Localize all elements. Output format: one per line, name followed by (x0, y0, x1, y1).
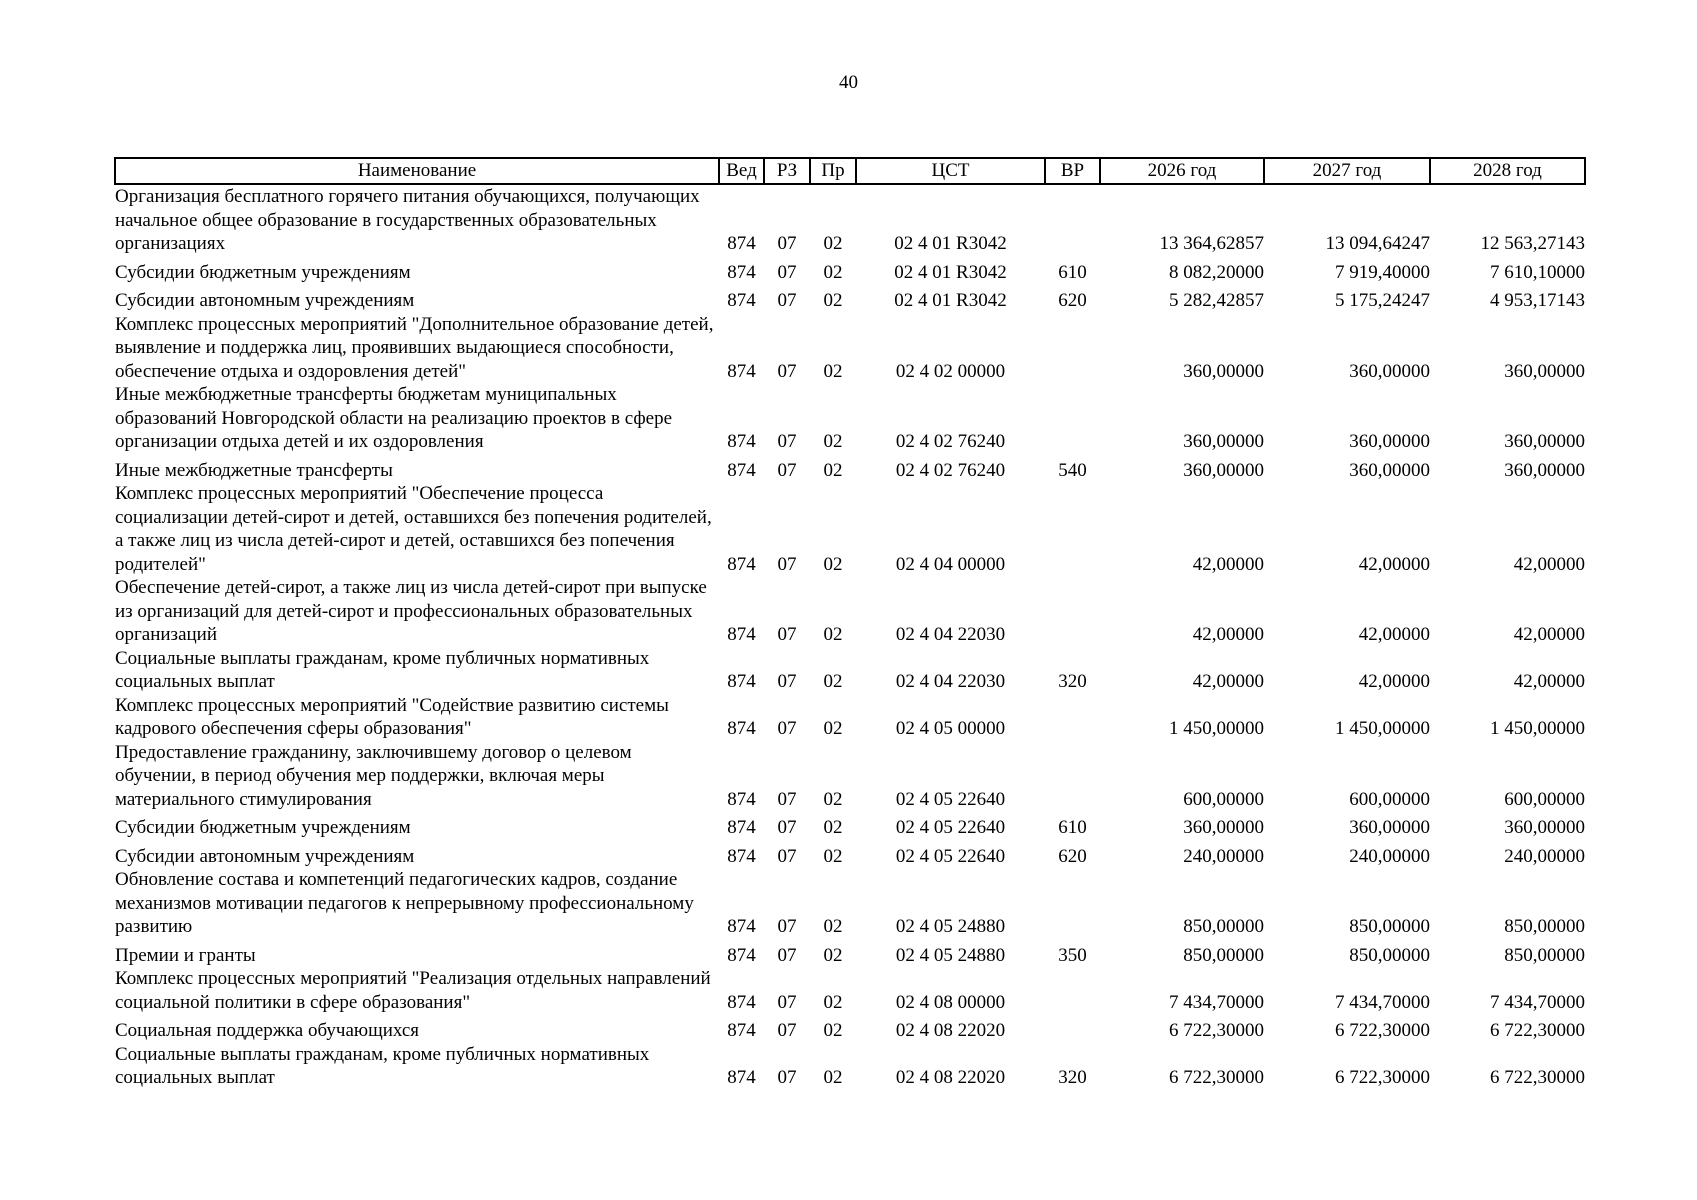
row-cst: 02 4 02 76240 (895, 459, 1006, 481)
row-2028: 4 953,17143 (1490, 290, 1585, 311)
row-2026: 850,00000 (1183, 944, 1264, 966)
row-2026: 6 722,30000 (1169, 1067, 1264, 1088)
row-2027: 42,00000 (1358, 553, 1430, 575)
table-row (115, 939, 1585, 968)
row-ved: 874 (727, 290, 756, 311)
row-rz: 07 (777, 360, 797, 382)
table-row (115, 967, 1585, 1014)
row-ved: 874 (727, 916, 756, 937)
row-2028: 12 563,27143 (1480, 233, 1585, 254)
row-2027: 13 094,64247 (1325, 233, 1430, 254)
row-ved: 874 (727, 671, 756, 692)
row-pr: 02 (823, 553, 843, 575)
row-vr: 320 (1058, 1067, 1087, 1088)
row-2026: 360,00000 (1183, 431, 1264, 452)
row-ved: 874 (727, 261, 756, 283)
row-rz: 07 (777, 261, 797, 283)
row-ved: 874 (727, 624, 756, 645)
row-2027: 850,00000 (1349, 944, 1430, 966)
row-2028: 240,00000 (1504, 845, 1585, 867)
row-name: Социальные выплаты гражданам, кроме публичных нормативных социальных выплат (115, 1043, 650, 1088)
row-2026: 850,00000 (1183, 916, 1264, 937)
header-2026: 2026 год (1100, 158, 1264, 184)
row-2027: 42,00000 (1358, 671, 1430, 692)
row-rz: 07 (777, 553, 797, 575)
row-vr (1045, 576, 1100, 647)
row-2028: 360,00000 (1504, 360, 1585, 382)
row-2027: 7 919,40000 (1335, 261, 1430, 283)
row-pr: 02 (823, 991, 843, 1013)
row-2028: 6 722,30000 (1490, 1020, 1585, 1041)
table-row (115, 1043, 1585, 1090)
row-rz: 07 (777, 1067, 797, 1088)
row-rz: 07 (777, 718, 797, 739)
row-name: Иные межбюджетные трансферты (115, 459, 393, 481)
row-cst: 02 4 05 24880 (895, 916, 1006, 937)
row-ved: 874 (727, 718, 756, 739)
row-vr: 320 (1058, 671, 1087, 692)
row-rz: 07 (777, 624, 797, 645)
row-pr: 02 (823, 916, 843, 937)
row-2028: 850,00000 (1504, 944, 1585, 966)
row-ved: 874 (727, 944, 756, 966)
budget-table (114, 157, 1586, 1090)
row-name: Иные межбюджетные трансферты бюджетам муниципальных образований Новгородской области на реализацию проектов в сфере организации отдыха детей и их оздоровления (115, 384, 673, 452)
row-2026: 1 450,00000 (1169, 718, 1264, 739)
row-name: Субсидии бюджетным учреждениям (115, 817, 411, 838)
row-2028: 42,00000 (1513, 553, 1585, 575)
row-ved: 874 (727, 1067, 756, 1088)
row-2027: 42,00000 (1358, 624, 1430, 645)
row-2027: 600,00000 (1349, 788, 1430, 810)
header-2028: 2028 год (1430, 158, 1585, 184)
row-pr: 02 (823, 290, 843, 311)
row-pr: 02 (823, 459, 843, 481)
row-cst: 02 4 08 00000 (895, 991, 1006, 1013)
row-2027: 7 434,70000 (1335, 991, 1430, 1013)
row-cst: 02 4 01 R3042 (894, 290, 1007, 311)
row-rz: 07 (777, 916, 797, 937)
row-rz: 07 (777, 290, 797, 311)
row-2028: 850,00000 (1504, 916, 1585, 937)
row-vr: 620 (1058, 845, 1087, 867)
table-row (115, 383, 1585, 454)
row-pr: 02 (823, 431, 843, 452)
table-row (115, 811, 1585, 840)
header-vr: ВР (1045, 158, 1100, 184)
row-name: Комплекс процессных мероприятий "Дополнительное образование детей, выявление и поддержка лиц, проявивших выдающиеся способности, обеспечение отдыха и оздоровления детей" (115, 313, 714, 382)
header-rz: РЗ (764, 158, 810, 184)
table-row (115, 313, 1585, 384)
row-ved: 874 (727, 431, 756, 452)
row-2026: 600,00000 (1183, 788, 1264, 810)
row-ved: 874 (727, 553, 756, 575)
table-row (115, 284, 1585, 313)
row-2028: 360,00000 (1504, 459, 1585, 481)
row-cst: 02 4 08 22020 (895, 1020, 1006, 1041)
page-number: 40 (839, 72, 858, 93)
row-cst: 02 4 01 R3042 (894, 233, 1007, 254)
row-2028: 7 610,10000 (1490, 261, 1585, 283)
row-cst: 02 4 04 22030 (895, 624, 1006, 645)
row-2028: 6 722,30000 (1490, 1067, 1585, 1088)
row-2028: 360,00000 (1504, 817, 1585, 838)
row-ved: 874 (727, 817, 756, 838)
row-cst: 02 4 01 R3042 (894, 261, 1007, 283)
row-cst: 02 4 05 22640 (895, 788, 1006, 810)
row-2026: 13 364,62857 (1159, 233, 1264, 254)
row-vr (1045, 868, 1100, 939)
row-pr: 02 (823, 845, 843, 867)
row-pr: 02 (823, 233, 843, 254)
header-cst: ЦСТ (856, 158, 1045, 184)
table-body (115, 184, 1585, 1090)
row-2027: 360,00000 (1349, 459, 1430, 481)
row-cst: 02 4 04 00000 (895, 553, 1006, 575)
table-row (115, 840, 1585, 869)
row-rz: 07 (777, 944, 797, 966)
row-2028: 7 434,70000 (1490, 991, 1585, 1013)
table-row (115, 647, 1585, 694)
row-2027: 240,00000 (1349, 845, 1430, 867)
row-2026: 42,00000 (1192, 671, 1264, 692)
table-row (115, 694, 1585, 741)
row-pr: 02 (823, 671, 843, 692)
row-vr (1045, 694, 1100, 741)
row-vr (1045, 313, 1100, 384)
row-2026: 42,00000 (1192, 553, 1264, 575)
row-2028: 600,00000 (1504, 788, 1585, 810)
row-vr: 610 (1058, 817, 1087, 838)
row-vr: 540 (1058, 459, 1087, 481)
row-name: Комплекс процессных мероприятий "Реализация отдельных направлений социальной политики в сфере образования" (115, 968, 711, 1013)
row-rz: 07 (777, 991, 797, 1013)
row-name: Социальные выплаты гражданам, кроме публичных нормативных социальных выплат (115, 647, 650, 692)
row-name: Предоставление гражданину, заключившему договор о целевом обучении, в период обучения мер поддержки, включая меры материального стимулирования (115, 741, 632, 810)
row-ved: 874 (727, 1020, 756, 1041)
row-name: Субсидии бюджетным учреждениям (115, 261, 411, 283)
row-2026: 360,00000 (1183, 459, 1264, 481)
row-2026: 240,00000 (1183, 845, 1264, 867)
header-name: Наименование (115, 158, 719, 184)
row-pr: 02 (823, 261, 843, 283)
row-ved: 874 (727, 991, 756, 1013)
row-2028: 42,00000 (1513, 624, 1585, 645)
row-name: Премии и гранты (115, 944, 256, 966)
row-cst: 02 4 05 22640 (895, 817, 1006, 838)
row-cst: 02 4 08 22020 (895, 1067, 1006, 1088)
row-pr: 02 (823, 360, 843, 382)
table-row (115, 454, 1585, 483)
table-row (115, 576, 1585, 647)
row-rz: 07 (777, 671, 797, 692)
header-ved: Вед (719, 158, 764, 184)
table-row (115, 482, 1585, 576)
row-2026: 360,00000 (1183, 360, 1264, 382)
row-cst: 02 4 05 22640 (895, 845, 1006, 867)
row-ved: 874 (727, 845, 756, 867)
row-cst: 02 4 04 22030 (895, 671, 1006, 692)
row-vr: 610 (1058, 261, 1087, 283)
row-vr (1045, 482, 1100, 576)
table-row (115, 868, 1585, 939)
row-2027: 1 450,00000 (1335, 718, 1430, 739)
table-row (115, 741, 1585, 812)
row-vr (1045, 741, 1100, 812)
row-vr: 620 (1058, 290, 1087, 311)
row-name: Обеспечение детей-сирот, а также лиц из числа детей-сирот при выпуске из организаций для детей-сирот и профессиональных образовательных организаций (115, 577, 707, 645)
row-rz: 07 (777, 817, 797, 838)
header-row (115, 158, 1585, 184)
row-name: Комплекс процессных мероприятий "Содействие развитию системы кадрового обеспечения сферы образования" (115, 694, 669, 739)
row-pr: 02 (823, 1067, 843, 1088)
row-ved: 874 (727, 360, 756, 382)
table-row (115, 184, 1585, 256)
row-name: Субсидии автономным учреждениям (115, 845, 415, 867)
row-cst: 02 4 02 76240 (895, 431, 1006, 452)
row-name: Обновление состава и компетенций педагогических кадров, создание механизмов мотивации педагогов к непрерывному профессиональному развитию (115, 869, 694, 937)
table-row (115, 256, 1585, 285)
row-rz: 07 (777, 459, 797, 481)
row-pr: 02 (823, 817, 843, 838)
row-2027: 360,00000 (1349, 360, 1430, 382)
row-pr: 02 (823, 1020, 843, 1041)
row-2026: 8 082,20000 (1169, 261, 1264, 283)
row-2027: 6 722,30000 (1335, 1067, 1430, 1088)
row-cst: 02 4 05 00000 (895, 718, 1006, 739)
row-2026: 5 282,42857 (1169, 290, 1264, 311)
row-name: Социальная поддержка обучающихся (115, 1020, 420, 1041)
row-2026: 7 434,70000 (1169, 991, 1264, 1013)
row-name: Субсидии автономным учреждениям (115, 290, 415, 311)
row-cst: 02 4 02 00000 (895, 360, 1006, 382)
row-ved: 874 (727, 459, 756, 481)
row-2027: 5 175,24247 (1335, 290, 1430, 311)
row-pr: 02 (823, 788, 843, 810)
row-pr: 02 (823, 944, 843, 966)
row-2027: 850,00000 (1349, 916, 1430, 937)
row-pr: 02 (823, 624, 843, 645)
row-2027: 360,00000 (1349, 431, 1430, 452)
row-2028: 1 450,00000 (1490, 718, 1585, 739)
row-name: Комплекс процессных мероприятий "Обеспечение процесса социализации детей-сирот и детей, оставшихся без попечения родителей, а также лиц из числа детей-сирот и детей, оставшихся без попечения родителей" (115, 483, 712, 575)
header-pr: Пр (810, 158, 856, 184)
row-2026: 42,00000 (1192, 624, 1264, 645)
row-name: Организация бесплатного горячего питания обучающихся, получающих начальное общее образование в государственных образовательных организациях (115, 186, 700, 254)
row-ved: 874 (727, 788, 756, 810)
row-pr: 02 (823, 718, 843, 739)
row-vr (1045, 1014, 1100, 1043)
header-2027: 2027 год (1264, 158, 1430, 184)
row-2026: 360,00000 (1183, 817, 1264, 838)
row-vr (1045, 967, 1100, 1014)
row-rz: 07 (777, 233, 797, 254)
row-2027: 6 722,30000 (1335, 1020, 1430, 1041)
row-2027: 360,00000 (1349, 817, 1430, 838)
row-2026: 6 722,30000 (1169, 1020, 1264, 1041)
table-header (115, 158, 1585, 184)
table-row (115, 1014, 1585, 1043)
row-2028: 360,00000 (1504, 431, 1585, 452)
row-2028: 42,00000 (1513, 671, 1585, 692)
row-rz: 07 (777, 431, 797, 452)
row-rz: 07 (777, 788, 797, 810)
row-vr (1045, 383, 1100, 454)
row-vr (1045, 184, 1100, 256)
row-rz: 07 (777, 845, 797, 867)
row-ved: 874 (727, 233, 756, 254)
row-rz: 07 (777, 1020, 797, 1041)
row-cst: 02 4 05 24880 (895, 944, 1006, 966)
row-vr: 350 (1058, 944, 1087, 966)
